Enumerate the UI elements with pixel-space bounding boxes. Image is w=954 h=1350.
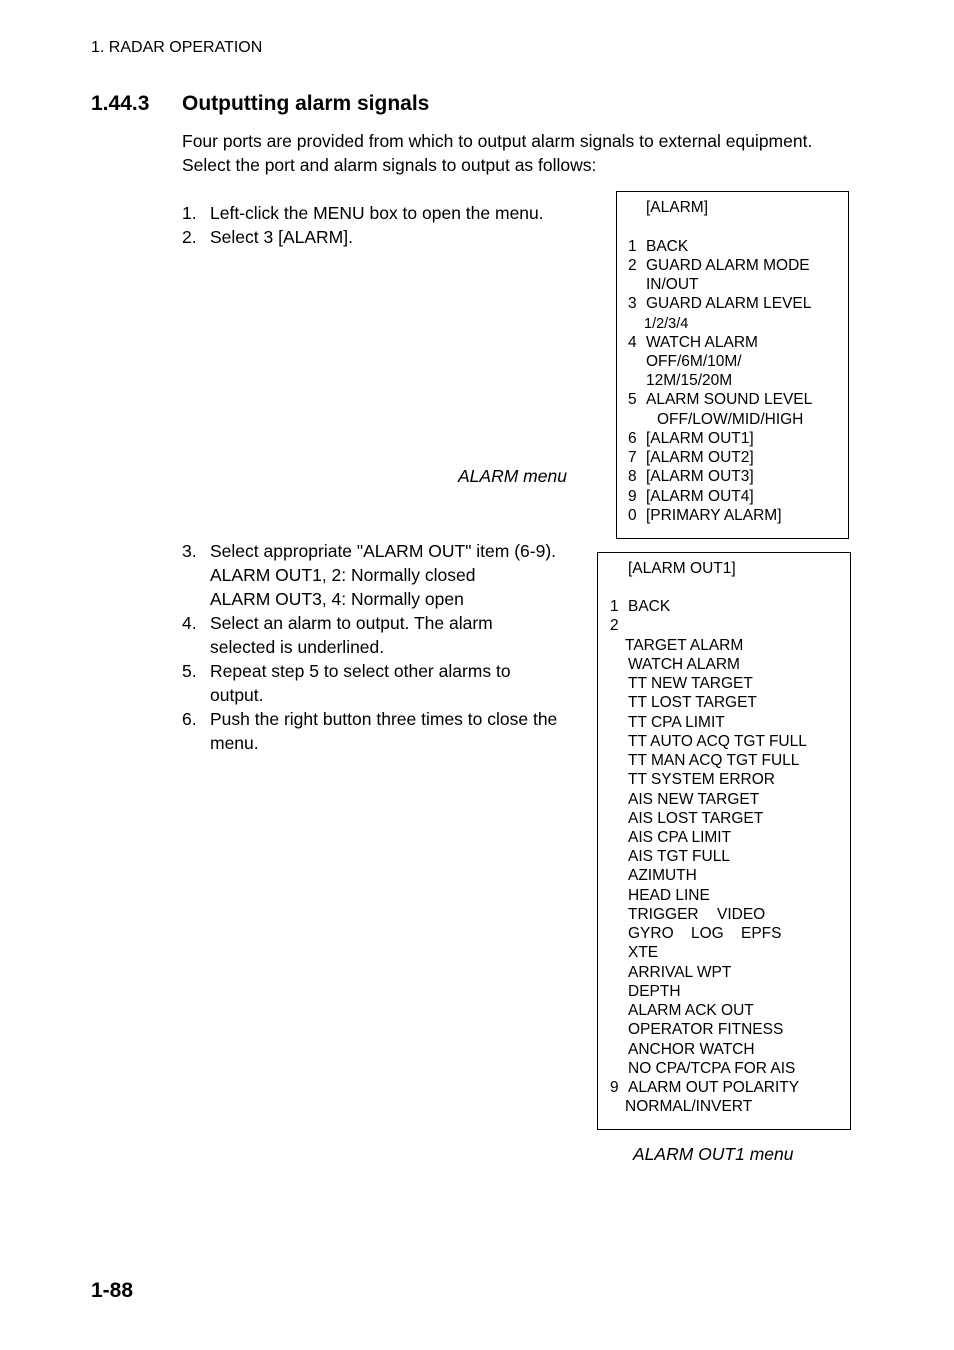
alarm-option-ais-tgt-full[interactable]: AIS TGT FULL bbox=[628, 848, 730, 865]
step-text-line: menu. bbox=[210, 733, 259, 753]
intro-line: Four ports are provided from which to output alarm signals to external equipment. bbox=[182, 131, 813, 151]
step-number: 5. bbox=[182, 661, 197, 681]
page-number: 1-88 bbox=[91, 1279, 134, 1302]
step-text-line: output. bbox=[210, 685, 264, 705]
intro-line: Select the port and alarm signals to output as follows: bbox=[182, 155, 597, 175]
menu-item-watch-alarm[interactable]: WATCH ALARM bbox=[646, 334, 758, 351]
step-number: 2. bbox=[182, 227, 197, 247]
menu-item-guard-alarm-mode[interactable]: GUARD ALARM MODE bbox=[646, 257, 810, 274]
alarm-out1-menu-box bbox=[597, 552, 851, 1130]
menu-item-primary-alarm[interactable]: [PRIMARY ALARM] bbox=[646, 507, 782, 524]
alarm-option-log[interactable]: LOG bbox=[691, 925, 724, 942]
step-text-line: Repeat step 5 to select other alarms to bbox=[210, 661, 511, 681]
menu-item-number: 4 bbox=[628, 334, 637, 351]
step-text-line: Push the right button three times to close the bbox=[210, 709, 558, 729]
menu-title: [ALARM OUT1] bbox=[628, 560, 736, 577]
menu-option: NORMAL/INVERT bbox=[625, 1098, 753, 1115]
alarm-out1-menu-caption: ALARM OUT1 menu bbox=[633, 1144, 794, 1164]
menu-item-alarm-out1[interactable]: [ALARM OUT1] bbox=[646, 430, 754, 447]
menu-item-number: 6 bbox=[628, 430, 637, 447]
alarm-menu-caption: ALARM menu bbox=[458, 466, 567, 486]
menu-item-back[interactable]: BACK bbox=[646, 238, 689, 255]
menu-item-alarm-sound-level[interactable]: ALARM SOUND LEVEL bbox=[646, 391, 813, 408]
step-text-line: ALARM OUT1, 2: Normally closed bbox=[210, 565, 476, 585]
menu-title: [ALARM] bbox=[646, 199, 709, 216]
section-heading bbox=[91, 92, 429, 116]
menu-item-alarm-out-polarity[interactable]: ALARM OUT POLARITY bbox=[628, 1079, 800, 1096]
alarm-option-tt-auto-acq-tgt-full[interactable]: TT AUTO ACQ TGT FULL bbox=[628, 733, 807, 750]
alarm-option-head-line[interactable]: HEAD LINE bbox=[628, 887, 710, 904]
menu-item-number: 1 bbox=[610, 598, 619, 615]
alarm-option-operator-fitness[interactable]: OPERATOR FITNESS bbox=[628, 1021, 784, 1038]
alarm-option-watch-alarm[interactable]: WATCH ALARM bbox=[628, 656, 740, 673]
alarm-option-tt-cpa-limit[interactable]: TT CPA LIMIT bbox=[628, 714, 725, 731]
menu-item-number: 9 bbox=[610, 1079, 619, 1096]
menu-item-number: 0 bbox=[628, 507, 637, 524]
step-2 bbox=[182, 225, 582, 249]
menu-item-alarm-out4[interactable]: [ALARM OUT4] bbox=[646, 488, 754, 505]
menu-item-number: 2 bbox=[610, 617, 619, 634]
alarm-option-gyro[interactable]: GYRO bbox=[628, 925, 674, 942]
menu-item-alarm-out2[interactable]: [ALARM OUT2] bbox=[646, 449, 754, 466]
menu-item-number: 1 bbox=[628, 238, 637, 255]
alarm-option-anchor-watch[interactable]: ANCHOR WATCH bbox=[628, 1041, 755, 1058]
alarm-option-epfs[interactable]: EPFS bbox=[741, 925, 782, 942]
menu-item-number: 3 bbox=[628, 295, 637, 312]
alarm-option-tt-new-target[interactable]: TT NEW TARGET bbox=[628, 675, 753, 692]
alarm-option-ais-new-target[interactable]: AIS NEW TARGET bbox=[628, 791, 760, 808]
menu-item-number: 2 bbox=[628, 257, 637, 274]
step-number: 3. bbox=[182, 541, 197, 561]
menu-item-alarm-out3[interactable]: [ALARM OUT3] bbox=[646, 468, 754, 485]
alarm-option-tt-lost-target[interactable]: TT LOST TARGET bbox=[628, 694, 757, 711]
step-number: 1. bbox=[182, 203, 197, 223]
intro-paragraph bbox=[182, 129, 862, 177]
step-text-line: ALARM OUT3, 4: Normally open bbox=[210, 589, 464, 609]
menu-item-guard-alarm-level[interactable]: GUARD ALARM LEVEL bbox=[646, 295, 812, 312]
step-text-line: Select appropriate "ALARM OUT" item (6-9). bbox=[210, 541, 557, 561]
alarm-option-tt-system-error[interactable]: TT SYSTEM ERROR bbox=[628, 771, 775, 788]
alarm-option-ais-cpa-limit[interactable]: AIS CPA LIMIT bbox=[628, 829, 732, 846]
step-1 bbox=[182, 201, 582, 225]
running-header: 1. RADAR OPERATION bbox=[91, 39, 263, 56]
menu-option: OFF/6M/10M/ bbox=[646, 353, 742, 370]
section-number: 1.44.3 bbox=[91, 92, 150, 115]
menu-item-number: 7 bbox=[628, 449, 637, 466]
alarm-option-video[interactable]: VIDEO bbox=[717, 906, 766, 923]
step-text-line: Select an alarm to output. The alarm bbox=[210, 613, 493, 633]
menu-option: 12M/15/20M bbox=[646, 372, 733, 389]
alarm-option-trigger[interactable]: TRIGGER bbox=[628, 906, 699, 923]
step-text: Left-click the MENU box to open the menu. bbox=[210, 203, 544, 223]
alarm-option-depth[interactable]: DEPTH bbox=[628, 983, 681, 1000]
step-number: 6. bbox=[182, 709, 197, 729]
step-text: Select 3 [ALARM]. bbox=[210, 227, 353, 247]
step-5 bbox=[182, 659, 587, 707]
alarm-option-no-cpa-tcpa-for-ais[interactable]: NO CPA/TCPA FOR AIS bbox=[628, 1060, 796, 1077]
step-text-line: selected is underlined. bbox=[210, 637, 385, 657]
menu-option: 1/2/3/4 bbox=[644, 316, 689, 332]
menu-item-number: 9 bbox=[628, 488, 637, 505]
step-4 bbox=[182, 611, 587, 659]
menu-item-number: 5 bbox=[628, 391, 637, 408]
alarm-option-arrival-wpt[interactable]: ARRIVAL WPT bbox=[628, 964, 732, 981]
alarm-option-alarm-ack-out[interactable]: ALARM ACK OUT bbox=[628, 1002, 754, 1019]
alarm-option-ais-lost-target[interactable]: AIS LOST TARGET bbox=[628, 810, 764, 827]
alarm-option-xte[interactable]: XTE bbox=[628, 944, 659, 961]
alarm-option-target-alarm[interactable]: TARGET ALARM bbox=[625, 637, 744, 654]
section-title: Outputting alarm signals bbox=[182, 92, 430, 115]
step-number: 4. bbox=[182, 613, 197, 633]
step-6 bbox=[182, 707, 587, 755]
alarm-option-tt-man-acq-tgt-full[interactable]: TT MAN ACQ TGT FULL bbox=[628, 752, 800, 769]
alarm-menu-box bbox=[616, 191, 849, 539]
menu-option: OFF/LOW/MID/HIGH bbox=[657, 411, 804, 428]
menu-item-number: 8 bbox=[628, 468, 637, 485]
alarm-option-azimuth[interactable]: AZIMUTH bbox=[628, 867, 697, 884]
step-3 bbox=[182, 539, 587, 611]
menu-item-back[interactable]: BACK bbox=[628, 598, 671, 615]
step-list-open-menu bbox=[182, 201, 582, 249]
step-list-select-output bbox=[182, 539, 587, 755]
menu-option: IN/OUT bbox=[646, 276, 699, 293]
